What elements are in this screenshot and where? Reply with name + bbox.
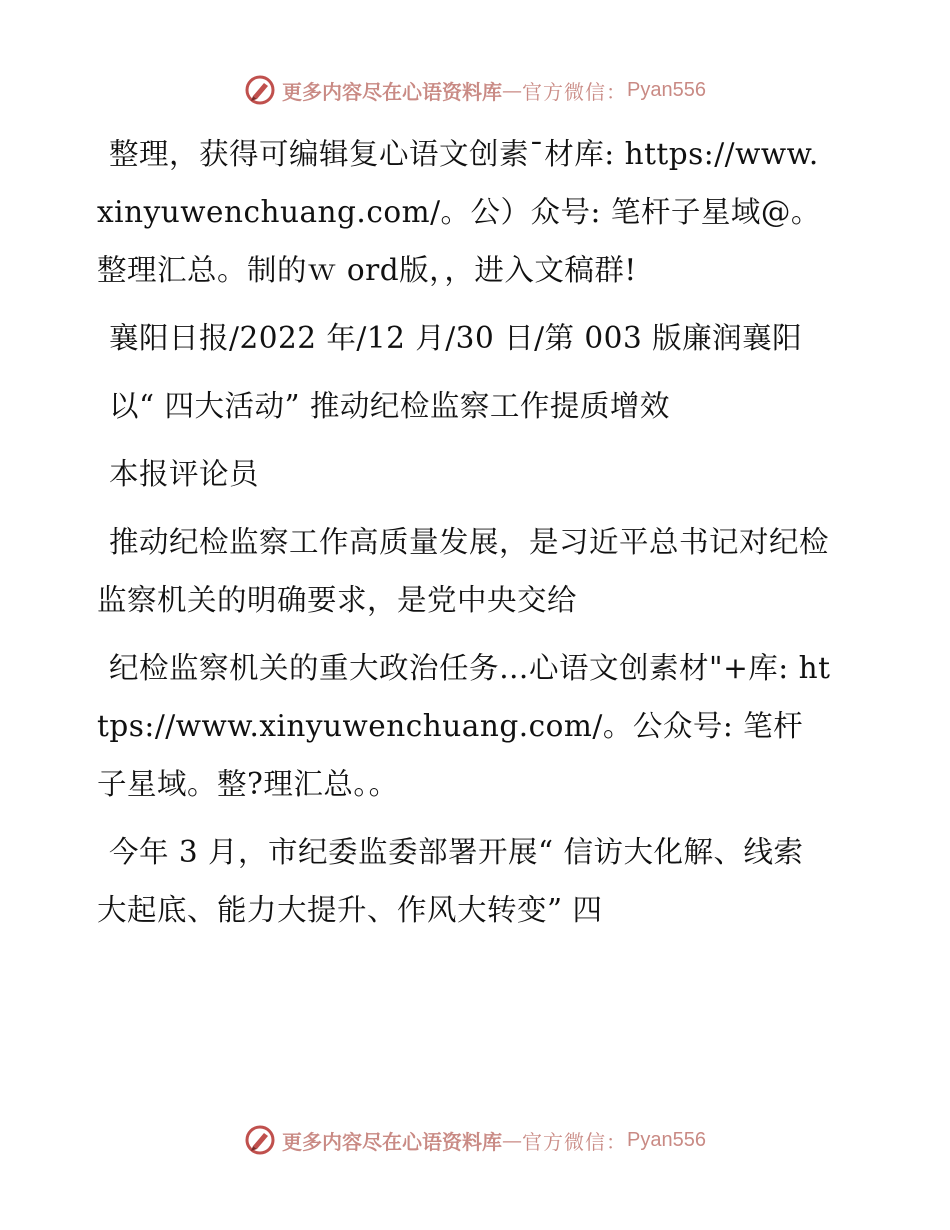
- banner-dash: —: [502, 78, 523, 102]
- paragraph-body-1: 推动纪检监察工作高质量发展，是习近平总书记对纪检监察机关的明确要求，是党中央交给: [97, 525, 830, 617]
- paragraph-source: 襄阳日报/2022 年/12 月/30 日/第 003 版廉润襄阳: [109, 321, 803, 355]
- paragraph-body-3: 今年 3 月，市纪委监委部署开展“ 信访大化解、线索大起底、能力大提升、作风大转变” 四: [97, 835, 804, 927]
- pen-logo-icon: [244, 74, 276, 106]
- banner-library-text: 更多内容尽在心语资料库: [282, 79, 503, 104]
- paragraph-body-2: 纪检监察机关的重大政治任务…心语文创素材"+库: https://www.xinyuwenchuang.com/。公众号: 笔杆子星域。整?理汇总。。: [97, 651, 831, 801]
- paragraph-intro: 整理，获得可编辑复心语文创素¯材库: https://www.xinyuwenchuang.com/。公）众号: 笔杆子星域@。整理汇总。制的ｗ ord版，，进入文稿群!: [97, 137, 821, 287]
- header-watermark-banner: [0, 70, 950, 110]
- pen-logo-icon: [244, 1124, 276, 1156]
- banner-wechat-id: Pyan556: [627, 1128, 706, 1151]
- banner-wechat-label: 官方微信：: [522, 79, 628, 104]
- banner-wechat-id: Pyan556: [627, 78, 706, 101]
- banner-wechat-label: 官方微信：: [522, 1129, 628, 1154]
- footer-watermark-banner: [0, 1120, 950, 1160]
- document-body: [97, 125, 832, 949]
- banner-dash: —: [502, 1128, 523, 1152]
- banner-library-text: 更多内容尽在心语资料库: [282, 1129, 503, 1154]
- article-author: 本报评论员: [109, 457, 260, 491]
- article-title: 以“ 四大活动” 推动纪检监察工作提质增效: [109, 389, 670, 423]
